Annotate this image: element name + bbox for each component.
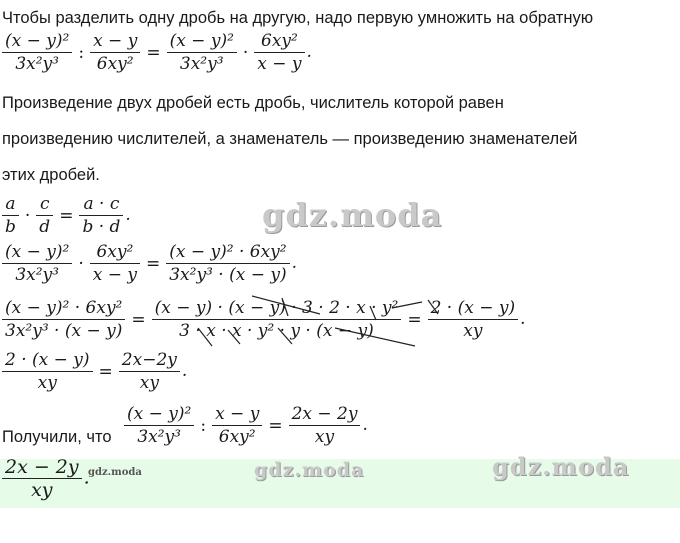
rule-text-2: произведению числителей, а знаменатель — произведению знаменателей bbox=[2, 130, 578, 148]
rule-text-3: этих дробей. bbox=[2, 166, 100, 184]
rule-text-1: Произведение двух дробей есть дробь, числитель которой равен bbox=[2, 94, 504, 112]
answer-formula: $\frac{2x - 2y}{xy}$ . bbox=[0, 456, 90, 501]
formula-result: $\frac{\text{(x − y)²}}{\text{3x²y³}}$ : $\frac{x - y}{\text{6xy²}}$ = $\frac{2x - 2y}{xy}$ . bbox=[122, 403, 368, 448]
formula-cancellation: $\frac{\text{(x − y)² · 6xy²}}{\text{3x²y³ · (x − y)}}$ = $\frac{\text{(x − y) · (x − y) · 3 · 2 · x · y²}}{\text{3 · x · x · y² · y · (x − y)}}$ = $\frac{2 \cdot (x - y)}{xy}$ . bbox=[0, 297, 526, 342]
watermark-answer-right: gdz.moda bbox=[492, 452, 630, 481]
formula-simplified: $\frac{2 \cdot (x - y)}{xy}$ = $\frac{2x-2y}{xy}$ . bbox=[0, 349, 187, 394]
result-text: Получили, что bbox=[2, 428, 112, 446]
watermark-logo: gdz.moda bbox=[262, 196, 443, 234]
intro-text: Чтобы разделить одну дробь на другую, надо первую умножить на обратную bbox=[2, 9, 594, 27]
formula-multiply: $\frac{\text{(x − y)²}}{\text{3x²y³}}$ · $\frac{\text{6xy²}}{x - y}$ = $\frac{\text{(x − y)² · 6xy²}}{\text{3x²y³ · (x − y)}}$ . bbox=[0, 241, 297, 286]
formula-division-to-multiplication: $\frac{\text{(x − y)²}}{\text{3x²y³}}$ : $\frac{x - y}{\text{6xy²}}$ = $\frac{\text{(x − y)²}}{\text{3x²y³}}$ · $\frac{\text{6xy²}}{x - y}$ . bbox=[0, 30, 312, 75]
watermark-small: gdz.moda bbox=[88, 467, 142, 478]
formula-product-rule: $\frac{a}{b}$ · $\frac{c}{d}$ = $\frac{a \cdot c}{b \cdot d}$ . bbox=[0, 193, 131, 238]
watermark-answer-mid: gdz.moda bbox=[254, 459, 365, 481]
